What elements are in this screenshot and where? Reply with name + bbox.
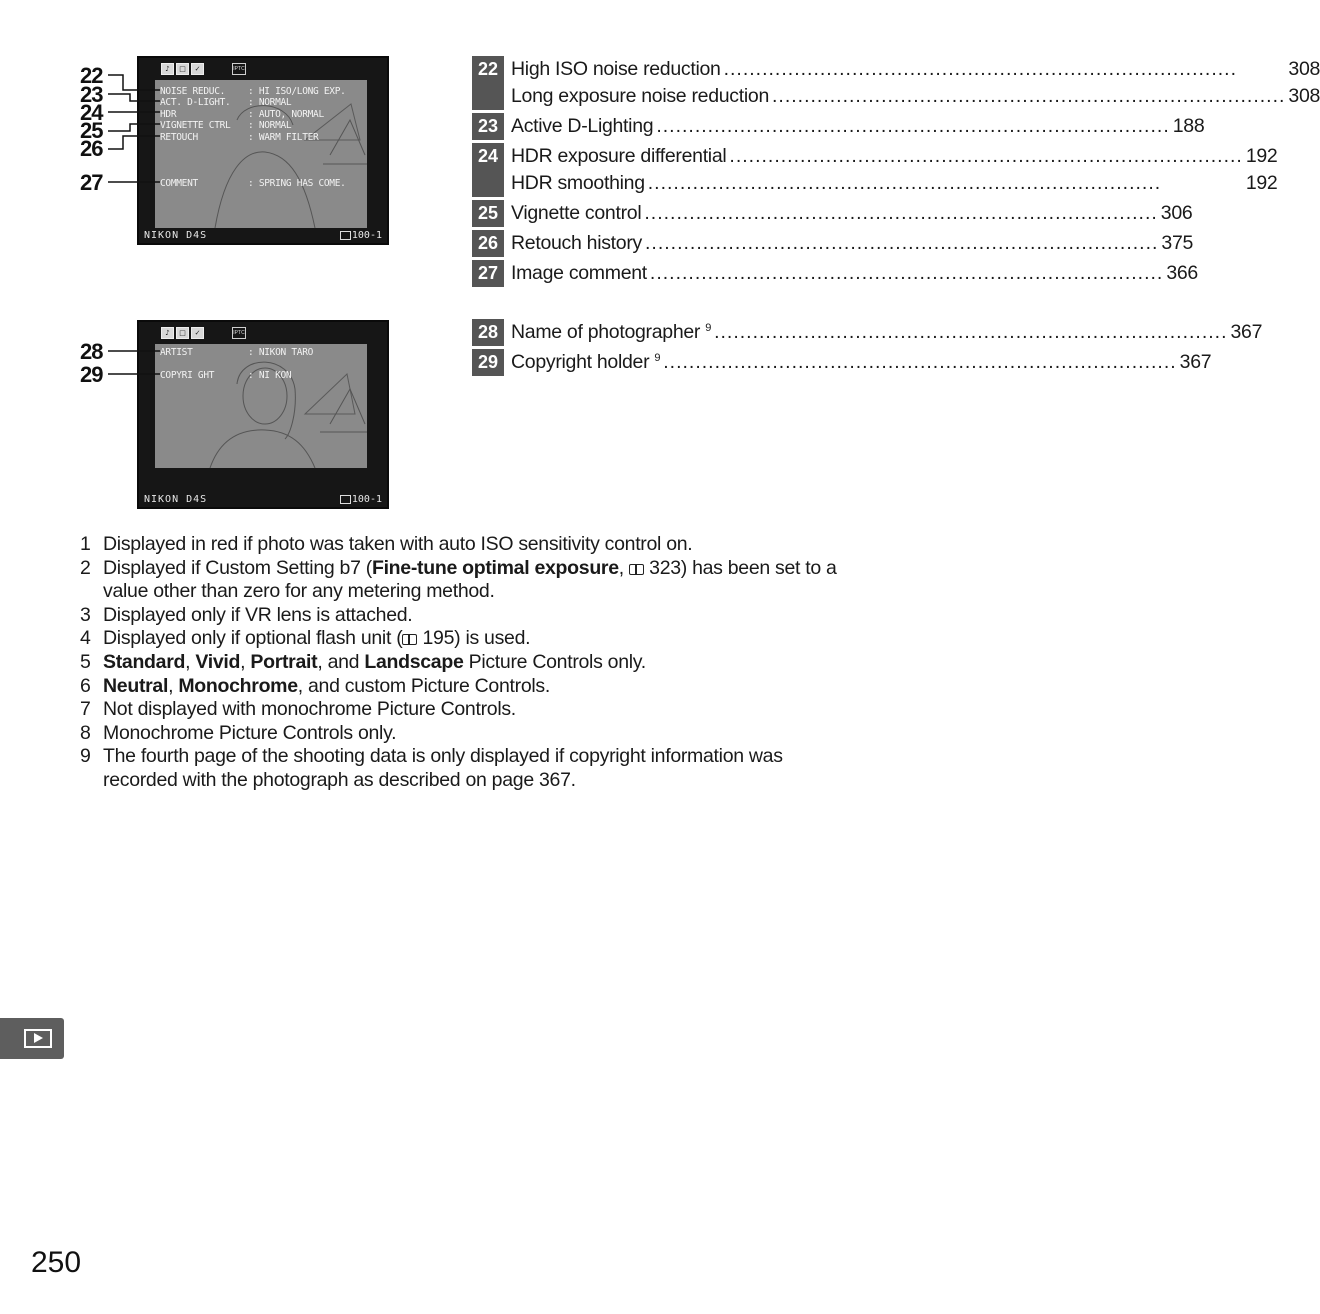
footnote: 2 Displayed if Custom Setting b7 (Fine-tune optimal exposure, 323) has been set to a value other than zero for any metering method. — [80, 556, 837, 603]
footnote: 7 Not displayed with monochrome Picture Controls. — [80, 698, 516, 721]
reference-item — [472, 349, 1212, 376]
reference-list-page-4 — [472, 319, 1263, 379]
camera-model: NIKON D4S — [144, 494, 208, 505]
reference-line: Image comment ..... 366 — [511, 260, 1198, 287]
camera-icon: □ — [176, 63, 189, 75]
iptc-icon: IPTC — [232, 327, 246, 339]
footnote-marker: 9 — [654, 352, 661, 364]
retouch-icon: ✓ — [191, 63, 204, 75]
page-number: 250 — [31, 1246, 82, 1279]
info-row: COMMENT : SPRING HAS COME. — [160, 178, 346, 189]
callout-23: 23 — [80, 82, 103, 107]
reference-line: Active D-Lighting ..... 188 — [511, 113, 1204, 140]
frame-number: 100-1 — [340, 230, 382, 241]
callout-26: 26 — [80, 136, 103, 161]
item-number-badge: 28 — [472, 319, 504, 346]
info-row: ACT. D-LIGHT. : NORMAL — [160, 97, 292, 108]
reference-line: HDR smoothing ..... 192 — [511, 170, 1277, 197]
reference-line: Retouch history ..... 375 — [511, 230, 1193, 257]
page-ref: 366 — [1166, 262, 1198, 284]
reference-list-page-3 — [472, 56, 1320, 290]
reference-line: Vignette control ..... 306 — [511, 200, 1192, 227]
playback-section-tab — [0, 1018, 64, 1059]
callout-27: 27 — [80, 170, 103, 195]
footnote: 8 Monochrome Picture Controls only. — [80, 721, 397, 744]
footnote: 1 Displayed in red if photo was taken with auto ISO sensitivity control on. — [80, 533, 693, 555]
info-row: NOISE REDUC. : HI ISO/LONG EXP. — [160, 86, 346, 97]
footnote: 4 Displayed only if optional flash unit ( 195) is used. — [80, 627, 531, 650]
info-row: ARTIST : NIKON TARO — [160, 347, 314, 358]
item-number-badge: 22 — [472, 56, 504, 110]
reference-line: Long exposure noise reduction ..... 308 — [511, 83, 1320, 110]
callout-22: 22 — [80, 63, 103, 88]
book-reference-icon — [402, 634, 417, 645]
reference-item — [472, 56, 1320, 110]
page-ref: 192 — [1245, 172, 1278, 194]
page-ref: 375 — [1161, 232, 1194, 254]
person-icon: ♪ — [161, 327, 174, 339]
reference-item — [472, 319, 1263, 346]
callout-29: 29 — [80, 362, 103, 387]
iptc-icon: IPTC — [232, 63, 246, 75]
footnote: 6 Neutral, Monochrome, and custom Picture Controls. — [80, 674, 550, 697]
page-ref: 367 — [1179, 351, 1212, 373]
item-number-badge: 23 — [472, 113, 504, 140]
callout-25: 25 — [80, 118, 103, 143]
page-ref: 308 — [1288, 58, 1320, 80]
info-row: COPYRI GHT : NI KON — [160, 370, 292, 381]
info-row: VIGNETTE CTRL : NORMAL — [160, 120, 292, 131]
reference-line: HDR exposure differential ..... 192 — [511, 143, 1277, 170]
reference-item — [472, 260, 1198, 287]
info-row: HDR : AUTO, NORMAL — [160, 109, 324, 120]
page-ref: 188 — [1172, 115, 1205, 137]
reference-line: Name of photographer $^9$ ..... 367 — [511, 319, 1262, 346]
book-reference-icon — [629, 564, 644, 575]
reference-line: High ISO noise reduction ..... 308 — [511, 56, 1320, 83]
footnotes — [80, 533, 860, 793]
reference-item — [472, 113, 1205, 140]
camera-model: NIKON D4S — [144, 230, 208, 241]
item-number-badge: 24 — [472, 143, 504, 197]
item-number-badge: 25 — [472, 200, 504, 227]
retouch-icon: ✓ — [191, 327, 204, 339]
reference-line: Copyright holder $^9$ ..... 367 — [511, 349, 1211, 376]
page-ref: 306 — [1160, 202, 1193, 224]
footnote: 9 The fourth page of the shooting data is only displayed if copyright information was recorded with the photograph as described on page 367. — [80, 745, 783, 791]
playback-icon — [24, 1029, 52, 1048]
page-ref: 308 — [1288, 85, 1320, 107]
camera-icon: □ — [176, 327, 189, 339]
person-icon: ♪ — [161, 63, 174, 75]
reference-item — [472, 230, 1194, 257]
reference-item — [472, 143, 1278, 197]
callout-28: 28 — [80, 339, 103, 364]
reference-item — [472, 200, 1193, 227]
item-number-badge: 26 — [472, 230, 504, 257]
item-number-badge: 27 — [472, 260, 504, 287]
frame-number: 100-1 — [340, 494, 382, 505]
footnote-marker: 9 — [705, 322, 712, 334]
footnote: 5 Standard, Vivid, Portrait, and Landscape Picture Controls only. — [80, 650, 646, 673]
page-ref: 367 — [1230, 321, 1263, 343]
footnote: 3 Displayed only if VR lens is attached. — [80, 603, 413, 626]
callout-24: 24 — [80, 100, 103, 125]
page-ref: 192 — [1245, 145, 1278, 167]
item-number-badge: 29 — [472, 349, 504, 376]
info-row: RETOUCH : WARM FILTER — [160, 132, 319, 143]
